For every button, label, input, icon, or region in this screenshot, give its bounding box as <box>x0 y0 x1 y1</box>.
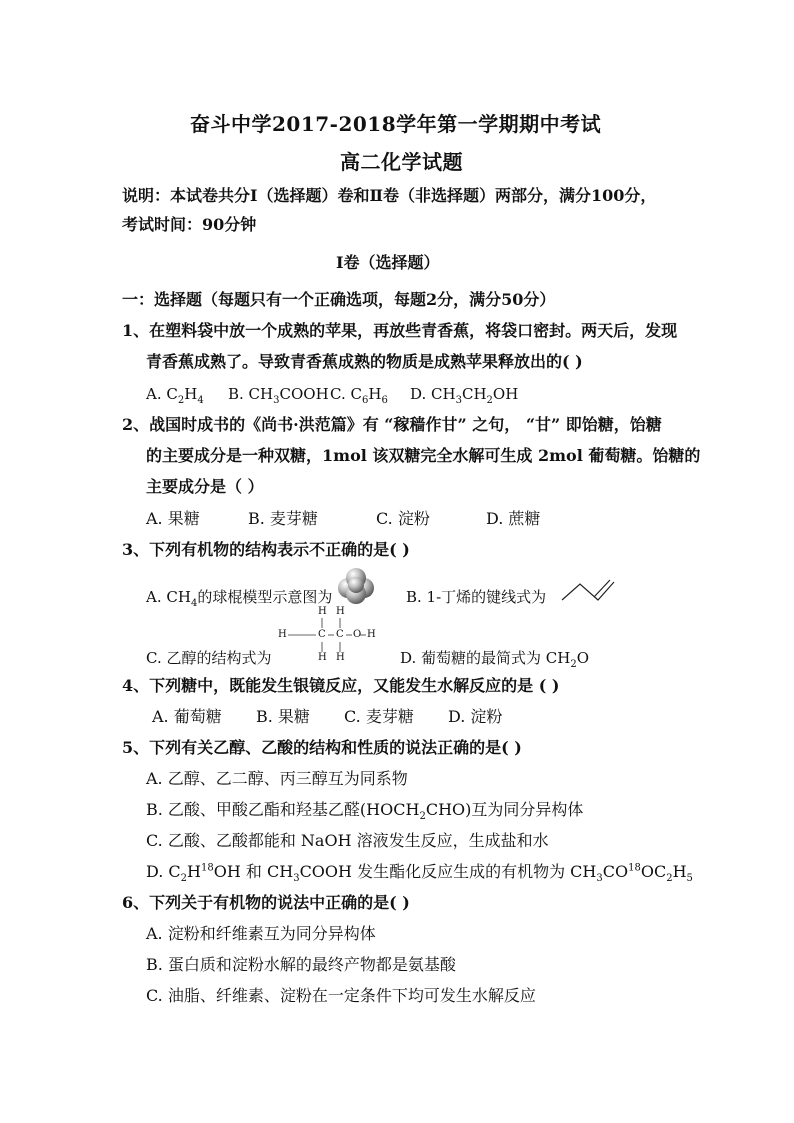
q4-option-b: B. 果糖 <box>256 707 310 726</box>
section-title: Ⅰ卷（选择题） <box>336 253 440 272</box>
q6-option-c: C. 油脂、纤维素、淀粉在一定条件下均可发生水解反应 <box>146 986 536 1005</box>
q5-option-a: A. 乙醇、乙二醇、丙三醇互为同系物 <box>146 769 408 788</box>
q3-option-c: C. 乙醇的结构式为 <box>146 649 272 667</box>
q2-line-1: 2、战国时成书的《尚书·洪范篇》有 “稼穑作甘” 之句， “甘” 即饴糖，饴糖 <box>122 415 662 434</box>
q6-line-1: 6、下列关于有机物的说法中正确的是( ) <box>122 893 410 912</box>
q5-option-b: B. 乙酸、甲酸乙酯和羟基乙醛$(HOCH_2CHO)$互为同分异构体 <box>146 800 584 823</box>
instructions-line-1: 说明：本试卷共分Ⅰ（选择题）卷和Ⅱ卷（非选择题）两部分，满分100分， <box>122 186 657 205</box>
q2-option-d: D. 蔗糖 <box>486 509 541 528</box>
q4-line-1: 4、下列糖中，既能发生银镜反应，又能发生水解反应的是 ( ) <box>122 676 560 695</box>
q3-option-b: B. 1-丁烯的键线式为 <box>406 588 547 606</box>
q2-line-2: 的主要成分是一种双糖，1mol 该双糖完全水解可生成 2mol 葡萄糖。饴糖的 <box>146 446 701 465</box>
q3-line-1: 3、下列有机物的结构表示不正确的是( ) <box>122 540 410 559</box>
q1-option-b: B. $CH_3COOH$ <box>228 385 329 406</box>
q2-option-c: C. 淀粉 <box>376 509 430 528</box>
q6-option-a: A. 淀粉和纤维素互为同分异构体 <box>146 924 376 943</box>
q5-line-1: 5、下列有关乙醇、乙酸的结构和性质的说法正确的是( ) <box>122 738 522 757</box>
ethanol-structural-formula: H H H C C O H H H <box>278 606 376 663</box>
section-heading: 一：选择题（每题只有一个正确选项，每题2分，满分50分） <box>122 290 556 309</box>
q4-option-d: D. 淀粉 <box>448 707 503 726</box>
exam-title: 奋斗中学2017-2018学年第一学期期中考试 <box>190 112 602 136</box>
q1-option-a: A. $C_2H_4$ <box>146 385 204 406</box>
methane-ball-model-image <box>336 568 376 604</box>
q4-option-c: C. 麦芽糖 <box>344 707 414 726</box>
q6-option-b: B. 蛋白质和淀粉水解的最终产物都是氨基酸 <box>146 955 456 974</box>
q1-option-c: C. $C_6H_6$ <box>330 385 388 406</box>
q5-option-c: C. 乙酸、乙酸都能和 NaOH 溶液发生反应，生成盐和水 <box>146 831 549 850</box>
q3-option-a: A. $CH_4$的球棍模型示意图为 <box>146 588 333 609</box>
q3-option-d: D. 葡萄糖的最简式为 $CH_2O$ <box>400 649 590 670</box>
q2-option-b: B. 麦芽糖 <box>248 509 318 528</box>
q2-option-a: A. 果糖 <box>146 509 200 528</box>
q5-option-d: D. $C_2H^{18}OH$ 和 $CH_3COOH$ 发生酯化反应生成的有机物为 $CH_3CO^{18}OC_2H_5$ <box>146 862 693 885</box>
exam-subtitle: 高二化学试题 <box>340 150 463 174</box>
q1-line-2: 青香蕉成熟了。导致青香蕉成熟的物质是成熟苹果释放出的( ) <box>146 352 583 371</box>
butene-skeletal-formula <box>560 578 616 606</box>
q1-line-1: 1、在塑料袋中放一个成熟的苹果，再放些青香蕉，将袋口密封。两天后，发现 <box>122 321 678 340</box>
q4-option-a: A. 葡萄糖 <box>152 707 222 726</box>
instructions-line-2: 考试时间：90分钟 <box>122 215 257 234</box>
q2-line-3: 主要成分是（ ） <box>146 477 264 496</box>
q1-option-d: D. $CH_3CH_2OH$ <box>410 385 519 406</box>
